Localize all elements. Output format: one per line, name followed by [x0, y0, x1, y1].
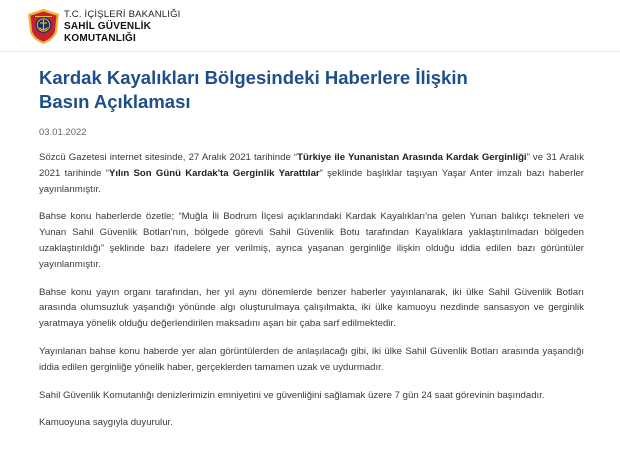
paragraph-1 [39, 150, 584, 197]
paragraph-3: Bahse konu yayın organı tarafından, her yıl aynı dönemlerde benzer haberler yayınlanarak, iki ülke Sahil Güvenlik Botları arasında olumsuzluk yaşandığı yönünde algı oluşturulmaya çalışılmakta, iki ülke kamuoyu nezdinde sansasyon ve gerginlik yaratmaya yönelik olduğu değerlendirilen maksadını aşan bir çaba sarf edilmektedir. [39, 286, 584, 330]
paragraph-4: Yayınlanan bahse konu haberde yer alan görüntülerden de anlaşılacağı gibi, iki ülke Sahil Güvenlik Botları arasında yaşandığı iddia edilen gerginliğe yönelik haber, gerçeklerden tamamen uzak ve uydurmadır. [39, 345, 584, 373]
org-name-line2: KOMUTANLIĞI [64, 33, 137, 44]
paragraph-2-text-a: Bahse konu haberlerde özetle; “Muğla İli Bodrum İlçesi açıklarındaki Kardak Kayalıkları'na gelen Yunan balıkçı tekneleri ve Yunan Sahil Güvenlik Botları'nın, bölgede görevli Sahil Güvenlik Botu tarafından Kayalıklara yaklaştırılmadan bölgeden uzaklaştırıldığı [39, 211, 584, 254]
paragraph-6: Kamuoyuna saygıyla duyurulur. [39, 417, 173, 429]
publish-date: 03.01.2022 [39, 127, 87, 138]
headline-quote-1: Türkiye ile Yunanistan Arasında Kardak Gerginliği [297, 152, 527, 163]
headline-quote-2: Yılın Son Günü Kardak'ta Gerginlik Yarattılar [108, 167, 320, 179]
paragraph-5: Sahil Güvenlik Komutanlığı denizlerimizin emniyetini ve güvenliğini sağlamak üzere 7 gün 24 saat görevinin başındadır. [39, 389, 545, 401]
paragraph-2-text-b: ” şeklinde bazı ifadelere yer verilmiş, ayrıca yaşanan gerginliğe ilişkin olduğu iddia edilen bazı görüntüler yayınlanmıştır. [39, 242, 584, 270]
paragraph-1-text-c: ” şeklinde başlıklar taşıyan Yaşar Anter imzalı bazı haberler yayınlanmıştır. [39, 167, 584, 195]
org-name-line1: SAHİL GÜVENLİK [64, 21, 152, 32]
page-title: Kardak Kayalıkları Bölgesindeki Haberlere İlişkin Basın Açıklaması [39, 67, 468, 112]
article-body [39, 150, 584, 443]
paragraph-1-text-a: Sözcü Gazetesi internet sitesinde, 27 Aralık 2021 tarihinde “ [39, 152, 298, 163]
org-ministry-name: T.C. İÇİŞLERİ BAKANLIĞI [64, 9, 181, 20]
paragraph-2 [39, 209, 584, 272]
site-header [0, 0, 620, 52]
paragraph-1-text-b: ” ve 31 Aralık 2021 tarihinde “ [39, 152, 584, 179]
coast-guard-emblem-icon[interactable] [26, 8, 61, 45]
